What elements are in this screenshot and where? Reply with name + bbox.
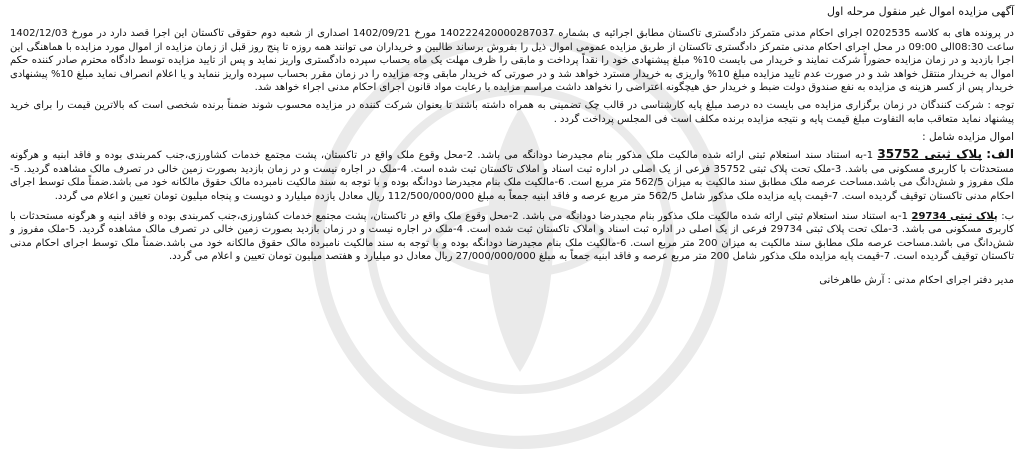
item-a-label: الف:: [986, 147, 1015, 162]
intro-paragraph: در پرونده های به کلاسه 0202535 اجرای احکام مدنی متمرکز دادگستری تاکستان مطابق اجرائیه ی بشماره 140222420000287037 مورخ 1402/09/21 اصداری از شعبه دوم حقوقی تاکستان این اجرا قصد دارد در مورخ 1402/12/03 ساعت 08:30الی 09:00 در محل اجرای احکام مدنی متمرکز دادگستری تاکستان از طریق مزایده عمومی اموال ذیل را بفروش برساند طالبین و خریداران می توانند همه روزه تا پنج روز قبل از زمان مزایده از اموال مورد مزایده با هماهنگی این اجرا بازدید و در زمان مزایده حضوراً شرکت نمایند و خریدار می بایست 10% مبلغ پیشنهادی خود را نقداً پرداخت و مابقی را ظرف مهلت یک ماه بحساب سپرده دادگستری واریز نماید و پس از تایید مزایده توسط دادگاه محترم صادر کننده حکم اموال به خریدار منتقل خواهد شد و در صورت عدم تایید مزایده مبلغ 10% واریزی به خریدار مسترد خواهد شد و در صورتی که خریدار مابقی وجه مزایده را در زمان مقرر بحساب سپرده واریز ننماید و یا اعلام انصراف نماید مبلغ 10% پیشنهادی خریدار پس از کسر هزینه ی مزایده به نفع صندوق دولت ضبط و خریدار حق هیچگونه اعتراضی را نخواهد داشت مراسم مزایده با رعایت مواد قانون اجرای احکام مدنی اجراء خواهد شد.: [10, 28, 1015, 94]
item-b-text: 1-به استناد سند استعلام ثبتی ارائه شده مالکیت ملک مذکور بنام مجیدرضا دودانگه می باشد. 2-محل وقوع ملک واقع در تاکستان، پشت مجتمع خدمات کشاورزی،جنب کمربندی بوده و فاقد ابنیه و هرگونه مستحدثات با کاربری مسکونی می باشد. 3-ملک تحت پلاک ثبتی 29734 فرعی از یک اصلی در اداره ثبت اسناد و املاک تاکستان ثبت شده است. 4-ملک در اجاره نیست و در زمان بازدید بصورت زمین خالی در تصرف مالک مشاهده گردید. 5-ملک مفروز و شش‌دانگ می باشد.مساحت عرصه ملک مطابق سند مالکیت به میزان 200 متر مربع است. 6-مالکیت ملک بنام مجیدرضا دودانگه بوده و با توجه به سند مالکیت نامبرده مالک حقوق مالکانه خود می باشد.ضمناً ملک توسط اجرای احکام مدنی تاکستان توقیف گردیده است. 7-قیمت پایه مزایده ملک مذکور شامل 200 متر مربع عرصه و فاقد ابنیه جمعاً به مبلغ 27/000/000/000 ریال معادل دو میلیارد و هفتصد میلیون تومان تعیین و اعلام می گردد.: [10, 210, 1014, 263]
item-a-plaque: پلاک ثبتی 35752: [877, 147, 983, 162]
assets-heading: اموال مزایده شامل :: [922, 131, 1014, 144]
asset-item-b: [10, 210, 1014, 264]
item-b-label: ب:: [1001, 210, 1014, 222]
signature: مدیر دفتر اجرای احکام مدنی : آرش طاهرخانی: [819, 274, 1014, 286]
notice-title: آگهی مزایده اموال غیر منقول مرحله اول: [826, 5, 1014, 18]
asset-item-a: [10, 148, 1014, 203]
item-b-plaque: پلاک ثبتی 29734: [911, 210, 998, 222]
item-a-text: 1-به استناد سند استعلام ثبتی ارائه شده مالکیت ملک مذکور بنام مجیدرضا دودانگه می باشد. 2-محل وقوع ملک واقع در تاکستان، پشت مجتمع خدمات کشاورزی،جنب کمربندی بوده و فاقد ابنیه و هرگونه مستحدثات با کاربری مسکونی می باشد. 3-ملک تحت پلاک ثبتی 35752 فرعی از یک اصلی در اداره ثبت اسناد و املاک تاکستان ثبت شده است. 4-ملک در اجاره نیست و در زمان بازدید بصورت زمین خالی در تصرف مالک مشاهده گردید. 5-ملک مفروز و شش‌دانگ می باشد.مساحت عرصه ملک مطابق سند مالکیت به میزان 562/5 متر مربع است. 6-مالکیت ملک بنام مجیدرضا دودانگه بوده و با توجه به سند مالکیت نامبرده مالک حقوق مالکانه خود می باشد.ضمناً ملک توسط اجرای احکام مدنی تاکستان توقیف گردیده است. 7-قیمت پایه مزایده ملک مذکور شامل 562/5 متر مربع عرصه و فاقد ابنیه جمعاً به مبلغ 112/500/000/000 ریال معادل یازده میلیارد و دویست و پنجاه میلیون تومان تعیین و اعلام می گردد.: [10, 150, 1015, 202]
note-paragraph: توجه : شرکت کنندگان در زمان برگزاری مزایده می بایست ده درصد مبلغ پایه کارشناسی در قالب چک تضمینی به همراه داشته باشند تا بعنوان شرکت کننده در مزایده محسوب شوند ضمناً برنده شخصی است که بالاترین قیمت را برای خرید پیشنهاد نماید متعاقب مابه التفاوت مبلغ قیمت پایه و نتیجه مزایده برنده مکلف است فی المجلس پرداخت گردد .: [10, 99, 1014, 125]
